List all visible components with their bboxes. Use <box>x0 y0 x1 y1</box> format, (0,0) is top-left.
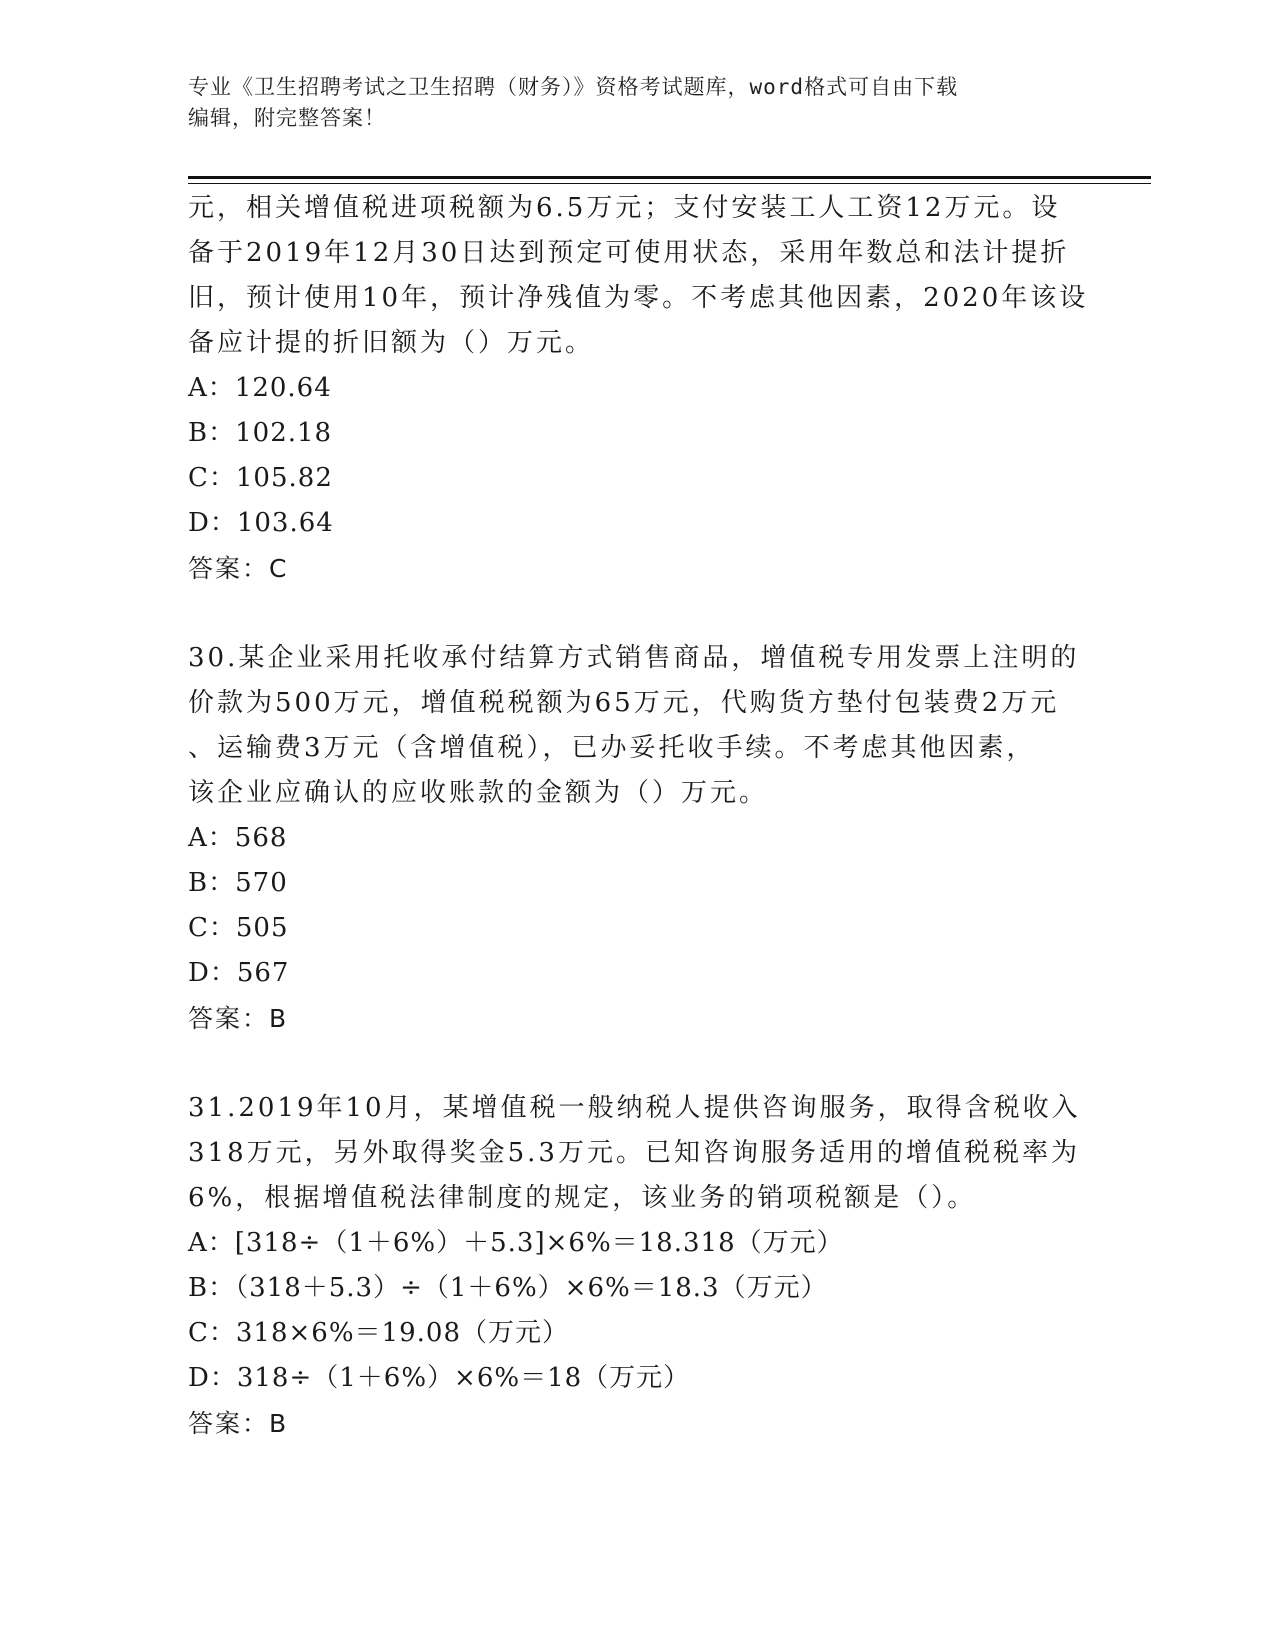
question-text-line: 旧，预计使用10年，预计净残值为零。不考虑其他因素，2020年该设 <box>188 283 1089 313</box>
answer-label: 答案：C <box>188 554 289 583</box>
document-header <box>188 72 1088 134</box>
question-list <box>188 186 1108 1491</box>
question-text-line: 备于2019年12月30日达到预定可使用状态，采用年数总和法计提折 <box>188 238 1070 268</box>
question-text-line: 该企业应确认的应收账款的金额为（）万元。 <box>188 778 769 808</box>
question-text-line: 6%，根据增值税法律制度的规定，该业务的销项税额是（）。 <box>188 1183 977 1213</box>
option-d: D：318÷（1＋6%）×6%＝18（万元） <box>188 1363 691 1393</box>
answer-label: 答案：B <box>188 1004 289 1033</box>
question-item <box>188 186 1108 591</box>
question-text-line: 元，相关增值税进项税额为6.5万元；支付安装工人工资12万元。设 <box>188 193 1061 223</box>
option-a: A：120.64 <box>188 373 332 403</box>
option-a: A：[318÷（1＋6%）＋5.3]×6%＝18.318（万元） <box>188 1228 844 1258</box>
question-item <box>188 1086 1108 1446</box>
option-c: C：318×6%＝19.08（万元） <box>188 1318 569 1348</box>
option-a: A：568 <box>188 823 288 853</box>
option-b: B：102.18 <box>188 418 333 448</box>
option-d: D：567 <box>188 958 290 988</box>
question-text-line: 30.某企业采用托收承付结算方式销售商品，增值税专用发票上注明的 <box>188 643 1080 673</box>
header-line: 编辑，附完整答案！ <box>188 106 386 130</box>
question-text-line: 318万元，另外取得奖金5.3万元。已知咨询服务适用的增值税税率为 <box>188 1138 1080 1168</box>
question-text-line: 31.2019年10月，某增值税一般纳税人提供咨询服务，取得含税收入 <box>188 1093 1081 1123</box>
option-c: C：505 <box>188 913 289 943</box>
option-d: D：103.64 <box>188 508 334 538</box>
question-text-line: 价款为500万元，增值税税额为65万元，代购货方垫付包装费2万元 <box>188 688 1060 718</box>
question-text-line: 备应计提的折旧额为（）万元。 <box>188 328 595 358</box>
header-line: 专业《卫生招聘考试之卫生招聘（财务）》资格考试题库，word格式可自由下载 <box>188 75 959 99</box>
header-divider-thick <box>188 176 1151 179</box>
question-text-line: 、运输费3万元（含增值税），已办妥托收手续。不考虑其他因素， <box>188 733 1036 763</box>
header-divider-thin <box>188 183 1151 184</box>
option-c: C：105.82 <box>188 463 333 493</box>
option-b: B：570 <box>188 868 288 898</box>
answer-label: 答案：B <box>188 1409 289 1438</box>
option-b: B：（318＋5.3）÷（1＋6%）×6%＝18.3（万元） <box>188 1273 828 1303</box>
question-item <box>188 636 1108 1041</box>
